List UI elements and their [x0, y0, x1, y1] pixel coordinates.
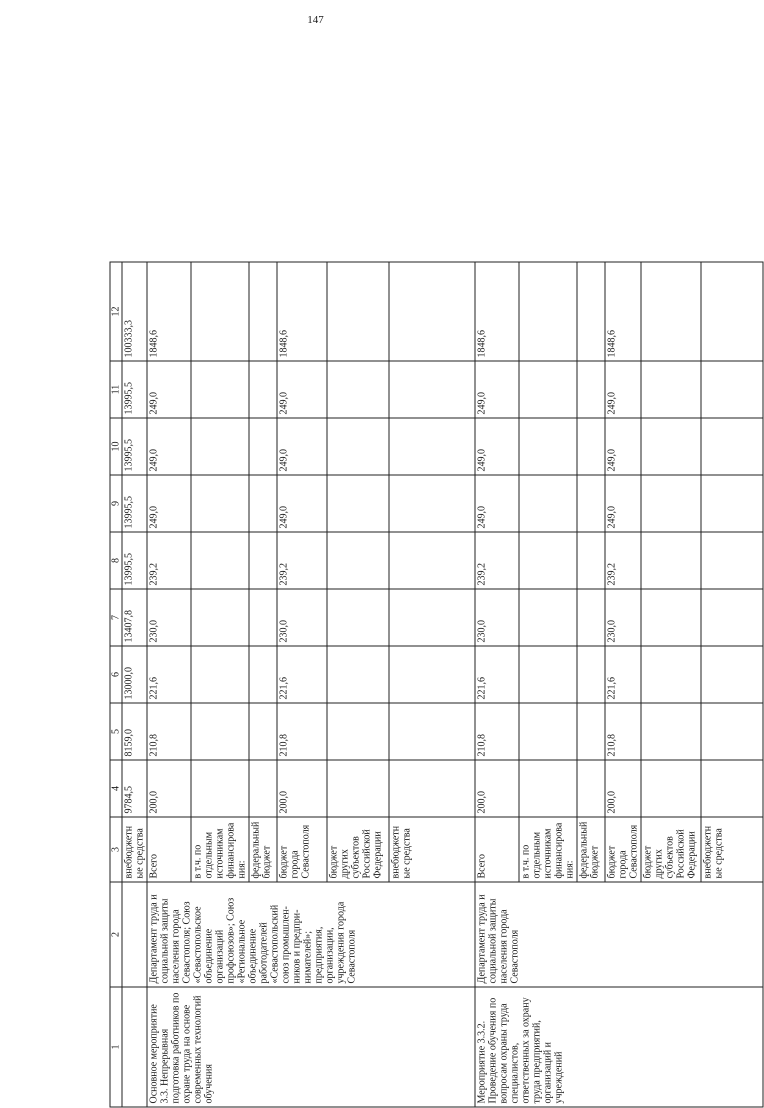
value-cell: [519, 760, 577, 817]
table-row: [475, 262, 519, 1107]
value-cell: [327, 475, 389, 532]
page-number: 147: [307, 14, 324, 26]
value-cell: [249, 703, 277, 760]
event-name: Мероприятие 3.3.2. Проведение обучения по вопросам охраны труда специалистов, ответственных за охрану труда предприятий, организаций и учреждений: [475, 987, 763, 1107]
value-cell: [701, 646, 763, 703]
value-cell: 8159,0: [122, 703, 147, 760]
value-cell: 249,0: [475, 361, 519, 418]
value-cell: 13995,5: [122, 361, 147, 418]
value-cell: [519, 589, 577, 646]
table-row: [147, 262, 191, 1107]
value-cell: 221,6: [605, 646, 641, 703]
value-cell: [641, 760, 701, 817]
value-cell: 200,0: [475, 760, 519, 817]
value-cell: 210,8: [147, 703, 191, 760]
value-cell: 249,0: [147, 361, 191, 418]
value-cell: 230,0: [605, 589, 641, 646]
funding-source: внебюджетные средства: [389, 817, 475, 882]
value-cell: 13000,0: [122, 646, 147, 703]
value-cell: [519, 646, 577, 703]
value-cell: [249, 418, 277, 475]
value-cell: 249,0: [605, 361, 641, 418]
funding-source: федеральный бюджет: [577, 817, 605, 882]
value-cell: 13995,5: [122, 418, 147, 475]
value-cell: 239,2: [277, 532, 327, 589]
value-cell: [191, 646, 249, 703]
value-cell: 249,0: [605, 475, 641, 532]
value-cell: [191, 760, 249, 817]
value-cell: [389, 418, 475, 475]
value-cell: 1848,6: [277, 262, 327, 361]
rotated-table-container: [110, 263, 725, 1108]
funding-source: в т.ч. по отдельным источникам финансирования:: [191, 817, 249, 882]
value-cell: 100333,3: [122, 262, 147, 361]
column-number: 12: [110, 262, 122, 361]
value-cell: [249, 589, 277, 646]
funding-source: бюджет города Севастополя: [277, 817, 327, 882]
value-cell: 249,0: [475, 418, 519, 475]
value-cell: 1848,6: [605, 262, 641, 361]
value-cell: 210,8: [605, 703, 641, 760]
value-cell: [249, 760, 277, 817]
value-cell: [577, 475, 605, 532]
value-cell: 249,0: [475, 475, 519, 532]
value-cell: [389, 361, 475, 418]
value-cell: [389, 532, 475, 589]
empty-cell: [122, 882, 147, 987]
value-cell: [327, 361, 389, 418]
value-cell: [577, 418, 605, 475]
value-cell: 13995,5: [122, 532, 147, 589]
value-cell: [577, 589, 605, 646]
value-cell: [327, 589, 389, 646]
value-cell: [389, 589, 475, 646]
value-cell: [577, 532, 605, 589]
funding-source: бюджет других субъектов Российской Федерации: [327, 817, 389, 882]
value-cell: [191, 262, 249, 361]
value-cell: [389, 760, 475, 817]
value-cell: [519, 703, 577, 760]
value-cell: [191, 475, 249, 532]
value-cell: 221,6: [147, 646, 191, 703]
column-number: 3: [110, 817, 122, 882]
value-cell: 249,0: [605, 418, 641, 475]
column-numbers-row: [110, 262, 122, 1107]
value-cell: 13407,8: [122, 589, 147, 646]
value-cell: 239,2: [147, 532, 191, 589]
value-cell: 210,8: [475, 703, 519, 760]
value-cell: 230,0: [277, 589, 327, 646]
value-cell: [519, 532, 577, 589]
value-cell: [577, 361, 605, 418]
column-number: 6: [110, 646, 122, 703]
column-number: 2: [110, 882, 122, 987]
value-cell: 9784,5: [122, 760, 147, 817]
column-number: 4: [110, 760, 122, 817]
value-cell: [519, 361, 577, 418]
value-cell: [641, 262, 701, 361]
event-name: Основное мероприятие 3.3. Непрерывная подготовка работников по охране труда на основе современных технологий обучения: [147, 987, 475, 1107]
value-cell: 1848,6: [475, 262, 519, 361]
value-cell: [701, 262, 763, 361]
value-cell: [577, 703, 605, 760]
funding-source: внебюджетные средства: [701, 817, 763, 882]
empty-cell: [122, 987, 147, 1107]
value-cell: [701, 418, 763, 475]
value-cell: [191, 361, 249, 418]
value-cell: 249,0: [277, 475, 327, 532]
value-cell: [249, 532, 277, 589]
value-cell: [389, 475, 475, 532]
value-cell: [249, 262, 277, 361]
value-cell: 13995,5: [122, 475, 147, 532]
value-cell: [641, 532, 701, 589]
funding-source: в т.ч. по отдельным источникам финансирования:: [519, 817, 577, 882]
value-cell: 249,0: [147, 418, 191, 475]
value-cell: [701, 361, 763, 418]
table-body: [110, 262, 763, 1107]
funding-source: Всего: [475, 817, 519, 882]
value-cell: [641, 646, 701, 703]
value-cell: [641, 703, 701, 760]
value-cell: [701, 589, 763, 646]
value-cell: [389, 262, 475, 361]
value-cell: 239,2: [605, 532, 641, 589]
value-cell: 230,0: [475, 589, 519, 646]
column-number: 1: [110, 987, 122, 1107]
value-cell: [327, 760, 389, 817]
value-cell: [249, 361, 277, 418]
value-cell: 200,0: [277, 760, 327, 817]
value-cell: 221,6: [277, 646, 327, 703]
value-cell: [191, 532, 249, 589]
column-number: 11: [110, 361, 122, 418]
value-cell: [519, 418, 577, 475]
value-cell: [701, 703, 763, 760]
value-cell: 249,0: [147, 475, 191, 532]
value-cell: [641, 361, 701, 418]
value-cell: [641, 589, 701, 646]
value-cell: 230,0: [147, 589, 191, 646]
value-cell: 239,2: [475, 532, 519, 589]
column-number: 8: [110, 532, 122, 589]
value-cell: [701, 532, 763, 589]
executor: Департамент труда и социальной защиты населения города Севастополя; Союз «Севастопольское объединение организаций профсоюзов»; Союз «Региональное объединение работодателей «Севастопольский союз промышлен-ников и предпри-нимателей»; предприятия, организации, учреждения города Севастополя: [147, 882, 475, 987]
column-number: 5: [110, 703, 122, 760]
funding-source: бюджет других субъектов Российской Федерации: [641, 817, 701, 882]
funding-source: внебюджетные средства: [122, 817, 147, 882]
value-cell: [701, 760, 763, 817]
value-cell: [249, 475, 277, 532]
value-cell: 210,8: [277, 703, 327, 760]
value-cell: [191, 703, 249, 760]
value-cell: [389, 703, 475, 760]
value-cell: 249,0: [277, 361, 327, 418]
value-cell: [327, 646, 389, 703]
value-cell: [249, 646, 277, 703]
value-cell: [519, 475, 577, 532]
value-cell: [327, 418, 389, 475]
value-cell: [191, 418, 249, 475]
column-number: 7: [110, 589, 122, 646]
value-cell: [641, 418, 701, 475]
value-cell: 249,0: [277, 418, 327, 475]
value-cell: [577, 760, 605, 817]
value-cell: [577, 262, 605, 361]
funding-source: федеральный бюджет: [249, 817, 277, 882]
value-cell: 1848,6: [147, 262, 191, 361]
funding-source: Всего: [147, 817, 191, 882]
funding-table: [110, 262, 764, 1108]
value-cell: 200,0: [605, 760, 641, 817]
value-cell: [327, 262, 389, 361]
value-cell: [641, 475, 701, 532]
value-cell: [327, 703, 389, 760]
value-cell: 221,6: [475, 646, 519, 703]
carryover-row: [122, 262, 147, 1107]
value-cell: [519, 262, 577, 361]
value-cell: [389, 646, 475, 703]
value-cell: 200,0: [147, 760, 191, 817]
executor: Департамент труда и социальной защиты населения города Севастополя: [475, 882, 763, 987]
funding-source: бюджет города Севастополя: [605, 817, 641, 882]
value-cell: [577, 646, 605, 703]
value-cell: [327, 532, 389, 589]
column-number: 9: [110, 475, 122, 532]
column-number: 10: [110, 418, 122, 475]
value-cell: [191, 589, 249, 646]
value-cell: [701, 475, 763, 532]
